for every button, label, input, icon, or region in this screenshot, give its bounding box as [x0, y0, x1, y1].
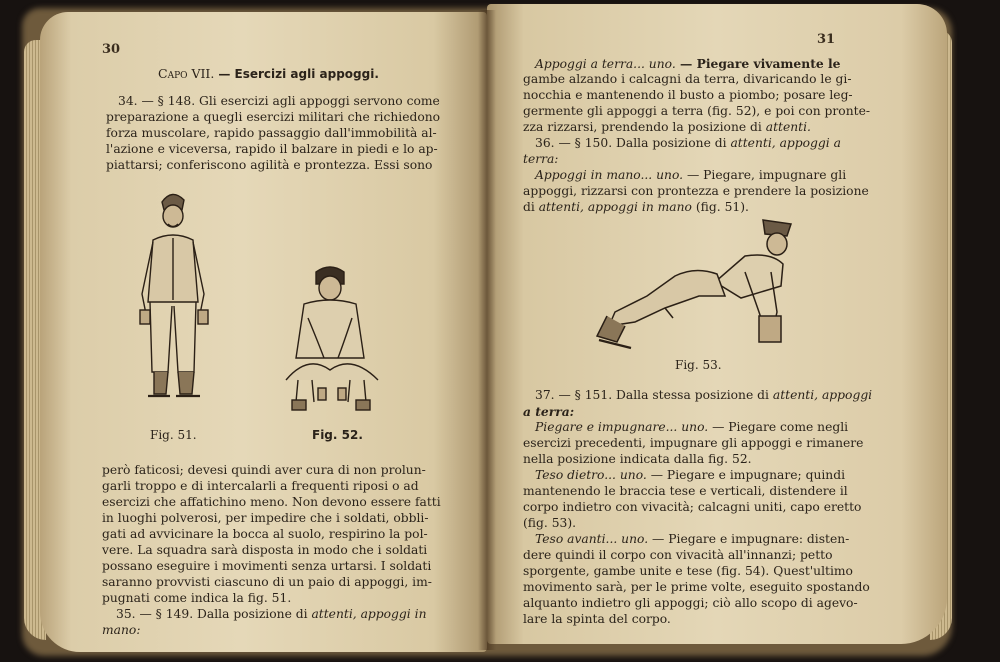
- text-run: 36. — § 150. Dalla posizione di: [535, 136, 731, 150]
- text-run: 35. — § 149. Dalla posizione di: [116, 607, 312, 621]
- text-line: [116, 607, 427, 622]
- text-line: forza muscolare, rapido passaggio dall'immobilità al-: [106, 126, 437, 140]
- book-gutter: [478, 10, 496, 650]
- text-line: germente gli appoggi a terra (fig. 52), e poi con pronte-: [523, 104, 870, 118]
- text-line: pugnati come indica la fig. 51.: [102, 591, 292, 605]
- figure-51-caption: Fig. 51.: [150, 428, 197, 442]
- figure-53-extended-back-soldier: [595, 212, 815, 362]
- left-page: [40, 12, 487, 652]
- text-line: alquanto indietro gli appoggi; ciò allo scopo di agevo-: [523, 596, 858, 610]
- text-line: sporgente, gambe unite e tese (fig. 54). Quest'ultimo: [523, 564, 853, 578]
- text-run-italic: attenti, appoggi: [772, 388, 873, 402]
- text-line: [535, 420, 848, 435]
- text-line: nocchia e mantenendo il busto a piombo; posare leg-: [523, 88, 853, 102]
- text-line: dere quindi il corpo con vivacità all'innanzi; petto: [523, 548, 833, 562]
- text-line: [523, 120, 811, 135]
- text-line: 34. — § 148. Gli esercizi agli appoggi servono come: [118, 94, 440, 108]
- text-line: lare la spinta del corpo.: [523, 612, 671, 626]
- text-line: (fig. 53).: [523, 516, 577, 530]
- text-line: terra:: [523, 152, 559, 166]
- chapter-heading: [158, 66, 379, 81]
- text-run: — Piegare e impugnare; quindi: [646, 468, 846, 482]
- text-line: l'azione e viceversa, rapido il balzare in piedi e lo ap-: [106, 142, 438, 156]
- figure-52-caption: Fig. 52.: [312, 428, 363, 442]
- text-run: — Piegare come negli: [708, 420, 849, 434]
- text-line: [535, 56, 840, 72]
- chapter-title: — Esercizi agli appoggi.: [218, 67, 379, 81]
- text-line: movimento sarà, per le prime volte, eseguito spostando: [523, 580, 870, 594]
- text-run-italic: attenti, appoggi in: [311, 607, 427, 621]
- text-run: zza rizzarsi, prendendo la posizione di: [523, 120, 766, 134]
- text-line: nella posizione indicata dalla fig. 52.: [523, 452, 752, 466]
- text-run-italic: attenti, appoggi a: [730, 136, 841, 150]
- text-line: [535, 388, 872, 403]
- text-run-italic: Piegare e impugnare... uno.: [535, 420, 709, 434]
- text-line: [535, 468, 845, 483]
- text-line: saranno provvisti ciascuno di un paio di appoggi, im-: [102, 575, 432, 589]
- text-run-italic: Appoggi in mano... uno.: [535, 168, 684, 182]
- text-run-bold: — Piegare vivamente le: [675, 56, 841, 71]
- figure-53-caption: Fig. 53.: [675, 358, 722, 372]
- text-run-italic: attenti.: [765, 120, 811, 134]
- text-line: a terra:: [523, 404, 575, 419]
- text-run-italic: Teso dietro... uno.: [535, 468, 647, 482]
- right-page: [487, 4, 947, 644]
- text-line: in luoghi polverosi, per impedire che i soldati, obbli-: [102, 511, 429, 525]
- text-run: (fig. 51).: [691, 200, 749, 214]
- figure-51-standing-soldier: [128, 182, 228, 422]
- text-line: garli troppo e di intercalarli a frequenti riposi o ad: [102, 479, 419, 493]
- text-run: — Piegare e impugnare: disten-: [648, 532, 850, 546]
- text-line: gati ad avvicinare la bocca al suolo, respirino la pol-: [102, 527, 428, 541]
- text-run: di: [523, 200, 539, 214]
- text-line: mano:: [102, 623, 141, 637]
- text-line: gambe alzando i calcagni da terra, divaricando le gi-: [523, 72, 852, 86]
- text-run-italic: Teso avanti... uno.: [535, 532, 649, 546]
- text-line: vere. La squadra sarà disposta in modo che i soldati: [102, 543, 428, 557]
- chapter-prefix: Capo VII.: [158, 66, 215, 81]
- text-line: [535, 532, 849, 547]
- text-line: esercizi che affatichino meno. Non devono essere fatti: [102, 495, 441, 509]
- text-line: mantenendo le braccia tese e verticali, distendere il: [523, 484, 848, 498]
- text-line: [535, 136, 841, 151]
- text-line: corpo indietro con vivacità; calcagni uniti, capo eretto: [523, 500, 862, 514]
- text-line: [535, 168, 846, 183]
- text-run: — Piegare, impugnare gli: [683, 168, 847, 182]
- text-line: piattarsi; conferiscono agilità e prontezza. Essi sono: [106, 158, 433, 172]
- text-run: 37. — § 151. Dalla stessa posizione di: [535, 388, 773, 402]
- text-run-italic: Appoggi a terra... uno.: [535, 57, 676, 71]
- text-line: appoggi, rizzarsi con prontezza e prendere la posizione: [523, 184, 869, 198]
- text-line: possano eseguire i movimenti senza urtarsi. I soldati: [102, 559, 432, 573]
- figure-52-crouching-soldier: [278, 262, 390, 422]
- text-line: però faticosi; devesi quindi aver cura di non prolun-: [102, 463, 426, 477]
- left-page-number: 30: [102, 42, 121, 57]
- text-run-italic: attenti, appoggi in mano: [538, 200, 692, 214]
- right-page-number: 31: [817, 32, 836, 47]
- text-line: preparazione a quegli esercizi militari che richiedono: [106, 110, 441, 124]
- text-line: esercizi precedenti, impugnare gli appoggi e rimanere: [523, 436, 864, 450]
